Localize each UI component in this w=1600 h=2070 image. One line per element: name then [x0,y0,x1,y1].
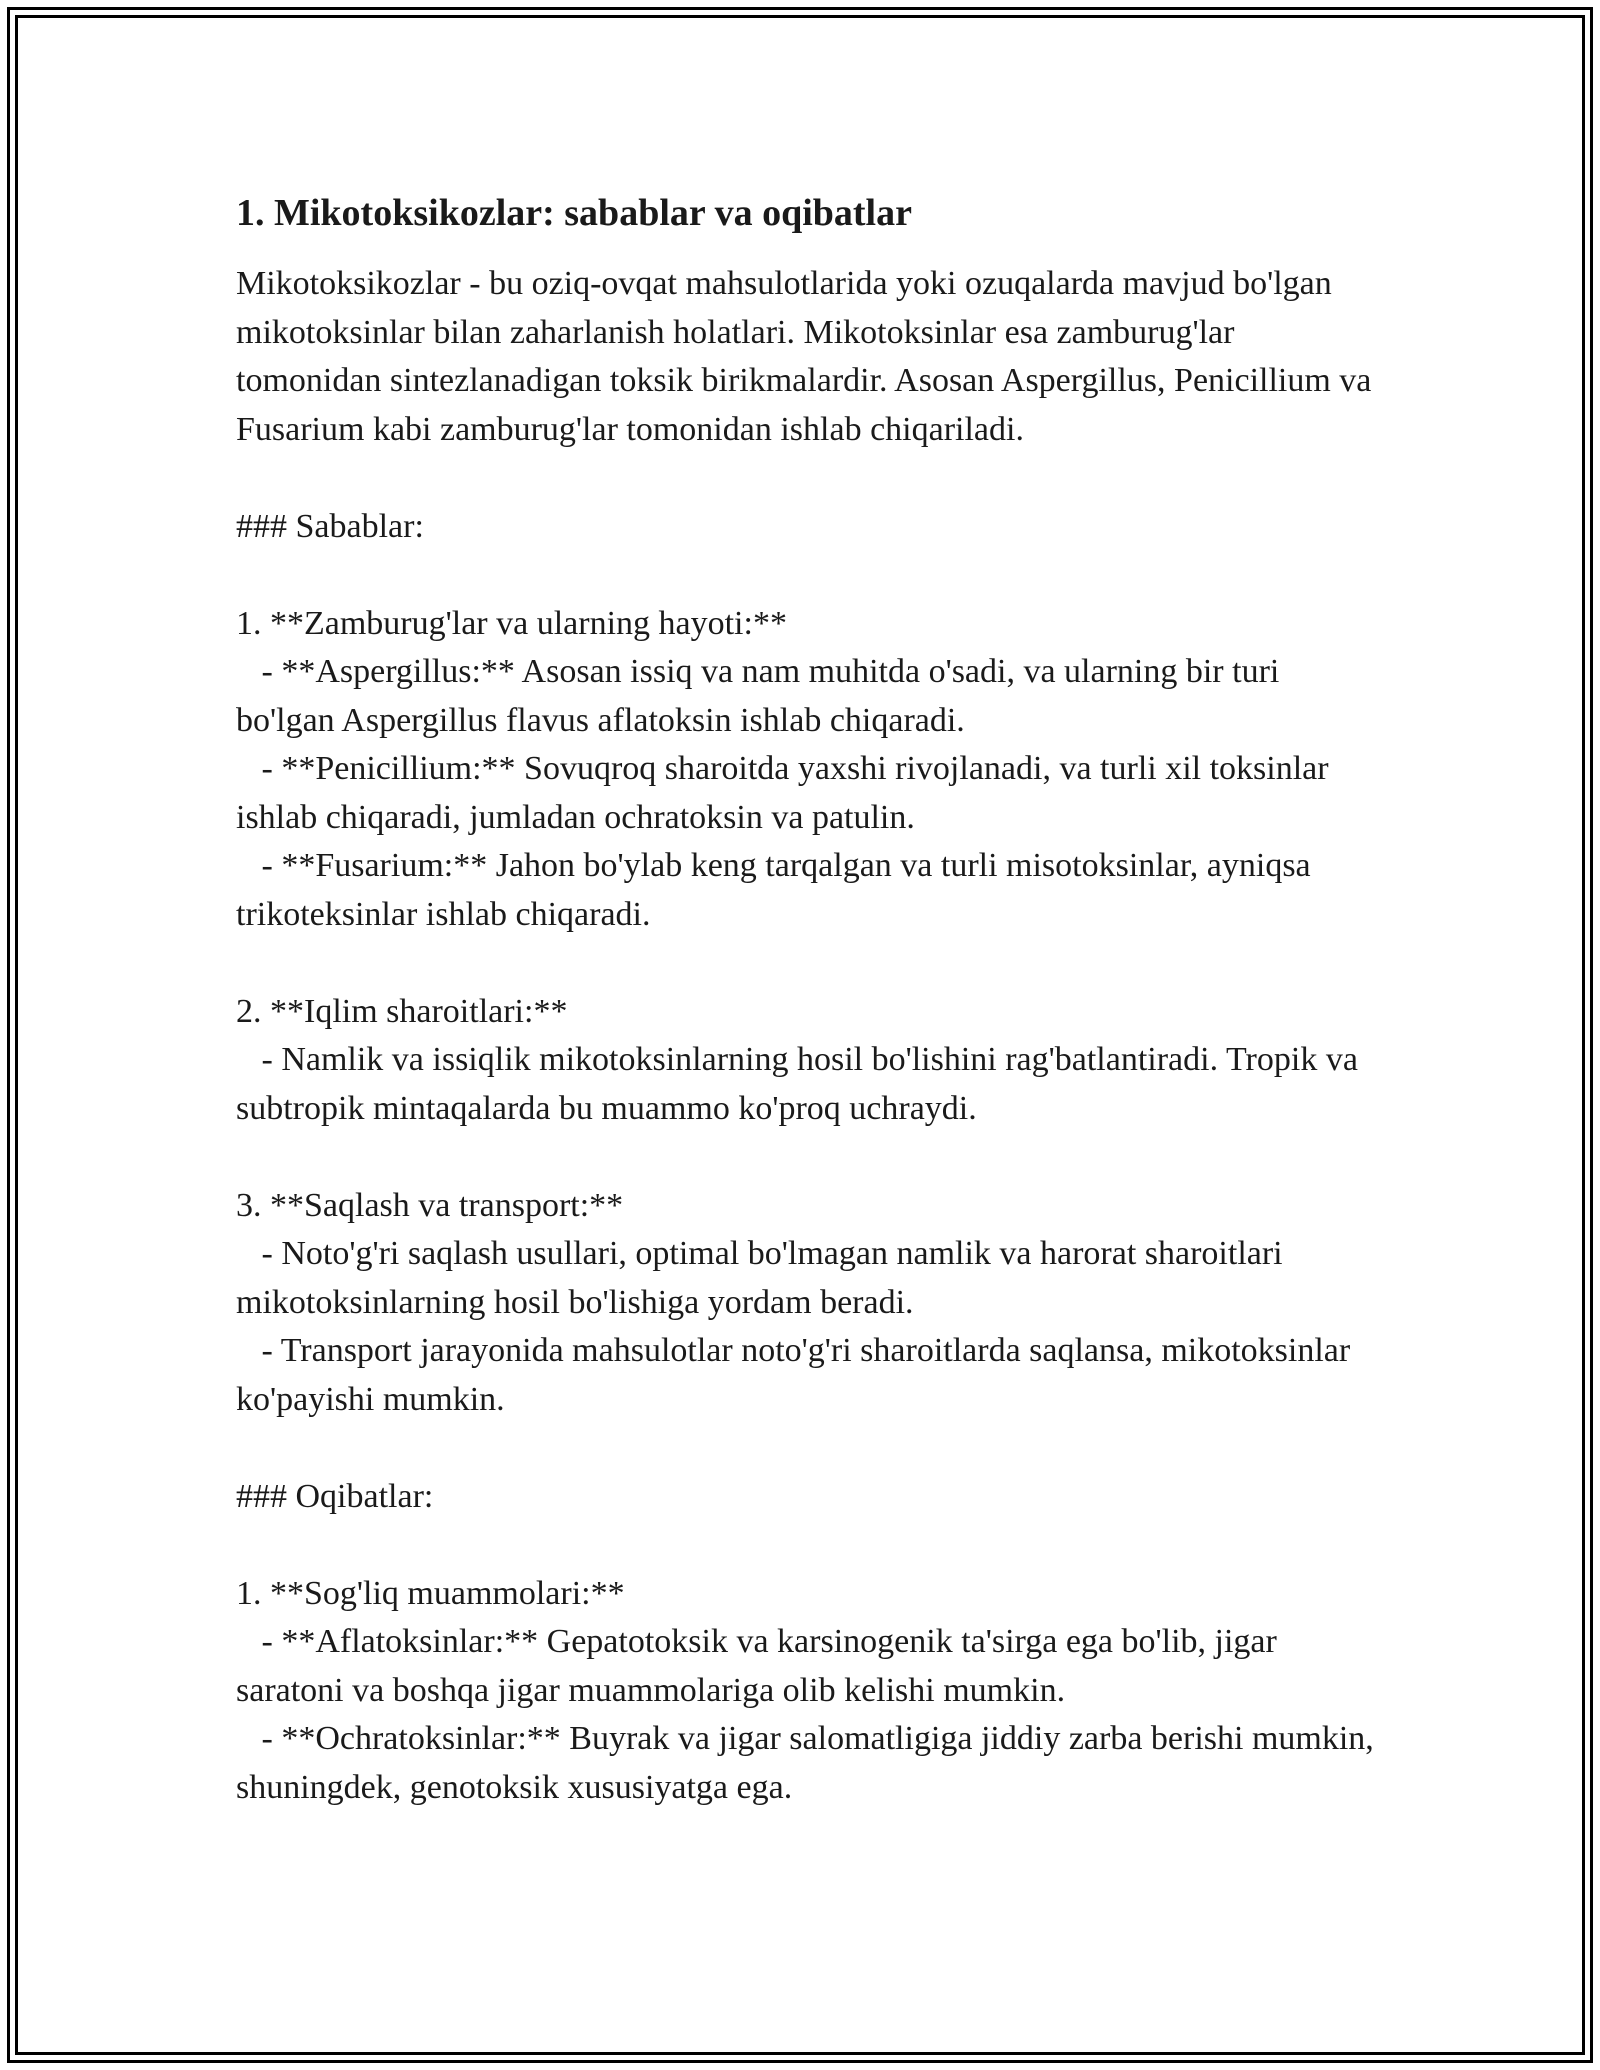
document-content [236,188,1376,1812]
document-title: 1. Mikotoksikozlar: sabablar va oqibatlar [236,192,912,234]
document-body: Mikotoksikozlar - bu oziq-ovqat mahsulotlarida yoki ozuqalarda mavjud bo'lgan mikotoksinlar bilan zaharlanish holatlari. Mikotoksinlar esa zamburug'lar tomonidan sintezlanadigan toksik birikmalardir. Asosan Aspergillus, Penicillium va Fusarium kabi zamburug'lar tomonidan ishlab chiqariladi. ### Sabablar: 1. **Zamburug'lar va ularning hayoti:** - **Aspergillus:** Asosan issiq va nam muhitda o'sadi, va ularning bir turi bo'lgan Aspergillus flavus aflatoksin ishlab chiqaradi. - **Penicillium:** Sovuqroq sharoitda yaxshi rivojlanadi, va turli xil toksinlar ishlab chiqaradi, jumladan ochratoksin va patulin. - **Fusarium:** Jahon bo'ylab keng tarqalgan va turli misotoksinlar, ayniqsa trikoteksinlar ishlab chiqaradi. 2. **Iqlim sharoitlari:** - Namlik va issiqlik mikotoksinlarning hosil bo'lishini rag'batlantiradi. Tropik va subtropik mintaqalarda bu muammo ko'proq uchraydi. 3. **Saqlash va transport:** - Noto'g'ri saqlash usullari, optimal bo'lmagan namlik va harorat sharoitlari mikotoksinlarning hosil bo'lishiga yordam beradi. - Transport jarayonida mahsulotlar noto'g'ri sharoitlarda saqlansa, mikotoksinlar ko'payishi mumkin. ### Oqibatlar: 1. **Sog'liq muammolari:** - **Aflatoksinlar:** Gepatotoksik va karsinogenik ta'sirga ega bo'lib, jigar saratoni va boshqa jigar muammolariga olib kelishi mumkin. - **Ochratoksinlar:** Buyrak va jigar salomatligiga jiddiy zarba berishi mumkin, shuningdek, genotoksik xususiyatga ega. [236,265,1374,1806]
